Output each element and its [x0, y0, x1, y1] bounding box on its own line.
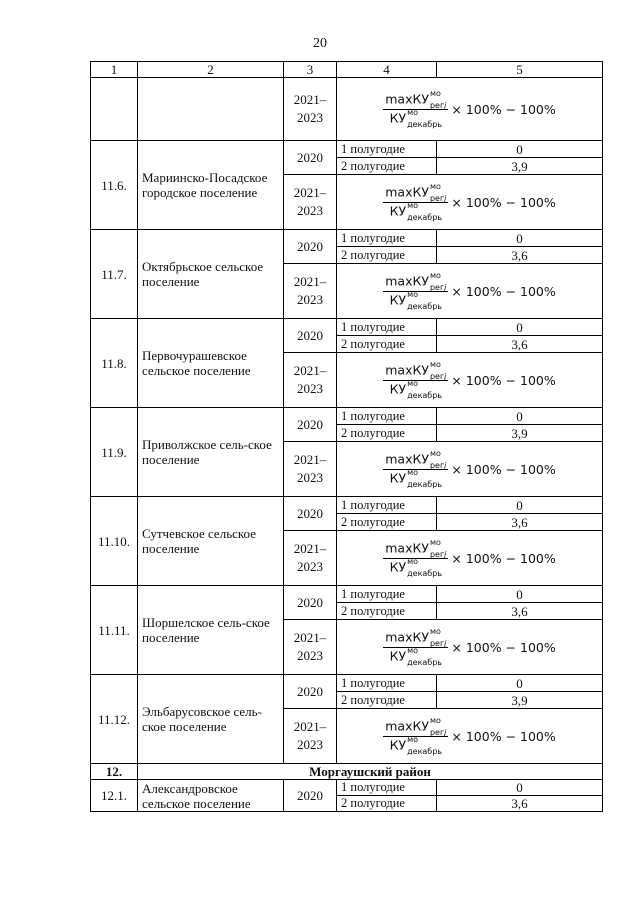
value-cell: 3,6 — [437, 247, 603, 264]
row-name-empty — [138, 78, 284, 141]
row-number: 11.7. — [91, 230, 138, 319]
formula-cell — [337, 264, 603, 319]
half-year-label: 1 полугодие — [337, 780, 437, 796]
value-cell: 3,9 — [437, 425, 603, 442]
year-cell: 2021– 2023 — [284, 175, 337, 230]
row-number: 12.1. — [91, 780, 138, 812]
settlement-name: Сутчевское сельское поселение — [138, 497, 284, 586]
settlement-name: Октябрьское сельское поселение — [138, 230, 284, 319]
table-row — [91, 141, 603, 158]
year-cell: 2021– 2023 — [284, 264, 337, 319]
settlement-name: Приволжское сель-ское поселение — [138, 408, 284, 497]
value-cell: 0 — [437, 319, 603, 336]
half-year-label: 2 полугодие — [337, 425, 437, 442]
formula: maxКУ мо регj КУ мо декабрь × 100% − 100% — [385, 270, 556, 311]
value-cell: 3,6 — [437, 514, 603, 531]
year-cell: 2020 — [284, 497, 337, 531]
header-row — [91, 62, 603, 78]
year-cell: 2021– 2023 — [284, 353, 337, 408]
table-row — [91, 319, 603, 336]
table-row — [91, 675, 603, 692]
table-row — [91, 497, 603, 514]
header-col-5: 5 — [437, 62, 603, 78]
value-cell: 0 — [437, 780, 603, 796]
table-row — [91, 230, 603, 247]
half-year-label: 1 полугодие — [337, 141, 437, 158]
settlement-name: Александровское сельское поселение — [138, 780, 284, 812]
formula-cell — [337, 353, 603, 408]
year-cell: 2020 — [284, 141, 337, 175]
half-year-label: 1 полугодие — [337, 319, 437, 336]
value-cell: 3,6 — [437, 336, 603, 353]
formula-cell — [337, 442, 603, 497]
value-cell: 0 — [437, 675, 603, 692]
year-cell: 2020 — [284, 780, 337, 812]
district-name: Моргаушский район — [138, 764, 603, 780]
half-year-label: 1 полугодие — [337, 675, 437, 692]
table-row — [91, 408, 603, 425]
year-cell: 2021– 2023 — [284, 531, 337, 586]
row-number: 11.9. — [91, 408, 138, 497]
table-row-continued — [91, 78, 603, 141]
year-cell: 2020 — [284, 319, 337, 353]
row-number: 11.12. — [91, 675, 138, 764]
value-cell: 0 — [437, 230, 603, 247]
value-cell: 3,9 — [437, 158, 603, 175]
year-cell: 2020 — [284, 675, 337, 709]
row-number: 11.11. — [91, 586, 138, 675]
settlement-name: Эльбарусовское сель-ское поселение — [138, 675, 284, 764]
formula-cell — [337, 620, 603, 675]
settlement-name: Мариинско-Посадское городское поселение — [138, 141, 284, 230]
formula: maxКУ мо регj КУ мо декабрь × 100% − 100% — [385, 626, 556, 667]
half-year-label: 2 полугодие — [337, 514, 437, 531]
half-year-label: 2 полугодие — [337, 692, 437, 709]
row-number: 11.10. — [91, 497, 138, 586]
half-year-label: 1 полугодие — [337, 586, 437, 603]
row-number: 11.6. — [91, 141, 138, 230]
settlement-name: Шоршелское сель-ское поселение — [138, 586, 284, 675]
row-number: 11.8. — [91, 319, 138, 408]
allocation-table — [90, 61, 603, 812]
formula: maxКУ мо регj КУ мо декабрь × 100% − 100% — [385, 359, 556, 400]
row-number-empty — [91, 78, 138, 141]
value-cell: 0 — [437, 586, 603, 603]
formula: maxКУ мо регj КУ мо декабрь × 100% − 100% — [385, 537, 556, 578]
district-number: 12. — [91, 764, 138, 780]
half-year-label: 2 полугодие — [337, 603, 437, 620]
settlement-name: Первочурашевское сельское поселение — [138, 319, 284, 408]
page-number: 20 — [313, 36, 327, 51]
year-cell: 2021– 2023 — [284, 442, 337, 497]
formula: maxКУ мо регj КУ мо декабрь × 100% − 100% — [385, 448, 556, 489]
half-year-label: 2 полугодие — [337, 336, 437, 353]
district-row — [91, 764, 603, 780]
formula-cell — [337, 175, 603, 230]
table-row — [91, 586, 603, 603]
half-year-label: 1 полугодие — [337, 497, 437, 514]
value-cell: 3,9 — [437, 692, 603, 709]
year-cell: 2020 — [284, 408, 337, 442]
header-col-3: 3 — [284, 62, 337, 78]
year-cell: 2020 — [284, 586, 337, 620]
year-cell: 2020 — [284, 230, 337, 264]
formula-cell — [337, 78, 603, 141]
value-cell: 3,6 — [437, 603, 603, 620]
value-cell: 0 — [437, 408, 603, 425]
value-cell: 0 — [437, 141, 603, 158]
formula: maxКУ мо регj КУ мо декабрь × 100% − 100% — [385, 715, 556, 756]
header-col-4: 4 — [337, 62, 437, 78]
formula-cell — [337, 531, 603, 586]
header-col-1: 1 — [91, 62, 138, 78]
value-cell: 0 — [437, 497, 603, 514]
table-row — [91, 780, 603, 796]
value-cell: 3,6 — [437, 796, 603, 812]
half-year-label: 2 полугодие — [337, 796, 437, 812]
half-year-label: 1 полугодие — [337, 408, 437, 425]
year-cell: 2021– 2023 — [284, 709, 337, 764]
half-year-label: 1 полугодие — [337, 230, 437, 247]
formula: maxКУ мо регj КУ мо декабрь × 100% − 100% — [385, 181, 556, 222]
formula-cell — [337, 709, 603, 764]
half-year-label: 2 полугодие — [337, 158, 437, 175]
formula: maxКУ мо регj КУ мо декабрь × 100% − 100% — [385, 88, 556, 129]
half-year-label: 2 полугодие — [337, 247, 437, 264]
year-cell: 2021– 2023 — [284, 620, 337, 675]
header-col-2: 2 — [138, 62, 284, 78]
year-cell: 2021– 2023 — [284, 78, 337, 141]
